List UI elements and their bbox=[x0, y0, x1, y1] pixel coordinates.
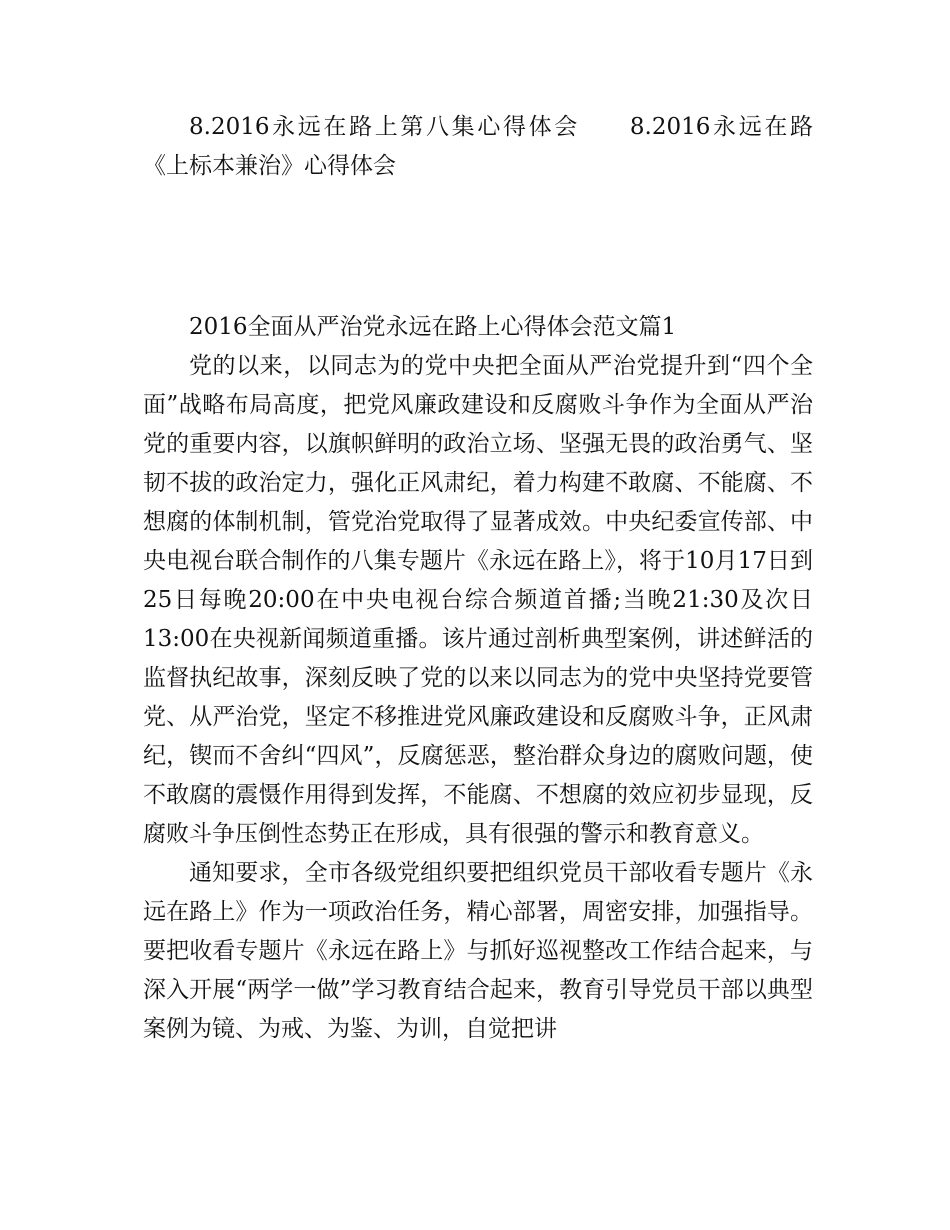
document-page bbox=[143, 108, 813, 1049]
toc-item-2[interactable]: 8.2016永远在路《上标本兼治》心得体会 bbox=[143, 114, 813, 179]
paragraph-1: 党的以来，以同志为的党中央把全面从严治党提升到“四个全面”战略布局高度，把党风廉政建设和反腐败斗争作为全面从严治党的重要内容，以旗帜鲜明的政治立场、坚强无畏的政治勇气、坚韧不拔的政治定力，强化正风肃纪，着力构建不敢腐、不能腐、不想腐的体制机制，管党治党取得了显著成效。中央纪委宣传部、中央电视台联合制作的八集专题片《永远在路上》，将于10月17日到25日每晚20:00在中央电视台综合频道首播;当晚21:30及次日13:00在央视新闻频道重播。该片通过剖析典型案例，讲述鲜活的监督执纪故事，深刻反映了党的以来以同志为的党中央坚持党要管党、从严治党，坚定不移推进党风廉政建设和反腐败斗争，正风肃纪，锲而不舍纠“四风”，反腐惩恶，整治群众身边的腐败问题，使不敢腐的震慑作用得到发挥，不能腐、不想腐的效应初步显现，反腐败斗争压倒性态势正在形成，具有很强的警示和教育意义。 bbox=[143, 353, 813, 847]
toc-line bbox=[143, 108, 813, 186]
section-title: 2016全面从严治党永远在路上心得体会范文篇1 bbox=[189, 314, 677, 340]
paragraph-2: 通知要求，全市各级党组织要把组织党员干部收看专题片《永远在路上》作为一项政治任务，精心部署，周密安排，加强指导。要把收看专题片《永远在路上》与抓好巡视整改工作结合起来，与深入开展“两学一做”学习教育结合起来，教育引导党员干部以典型案例为镜、为戒、为鉴、为训，自觉把讲 bbox=[143, 860, 813, 1042]
toc-item-1[interactable]: 8.2016永远在路上第八集心得体会 bbox=[189, 114, 580, 140]
